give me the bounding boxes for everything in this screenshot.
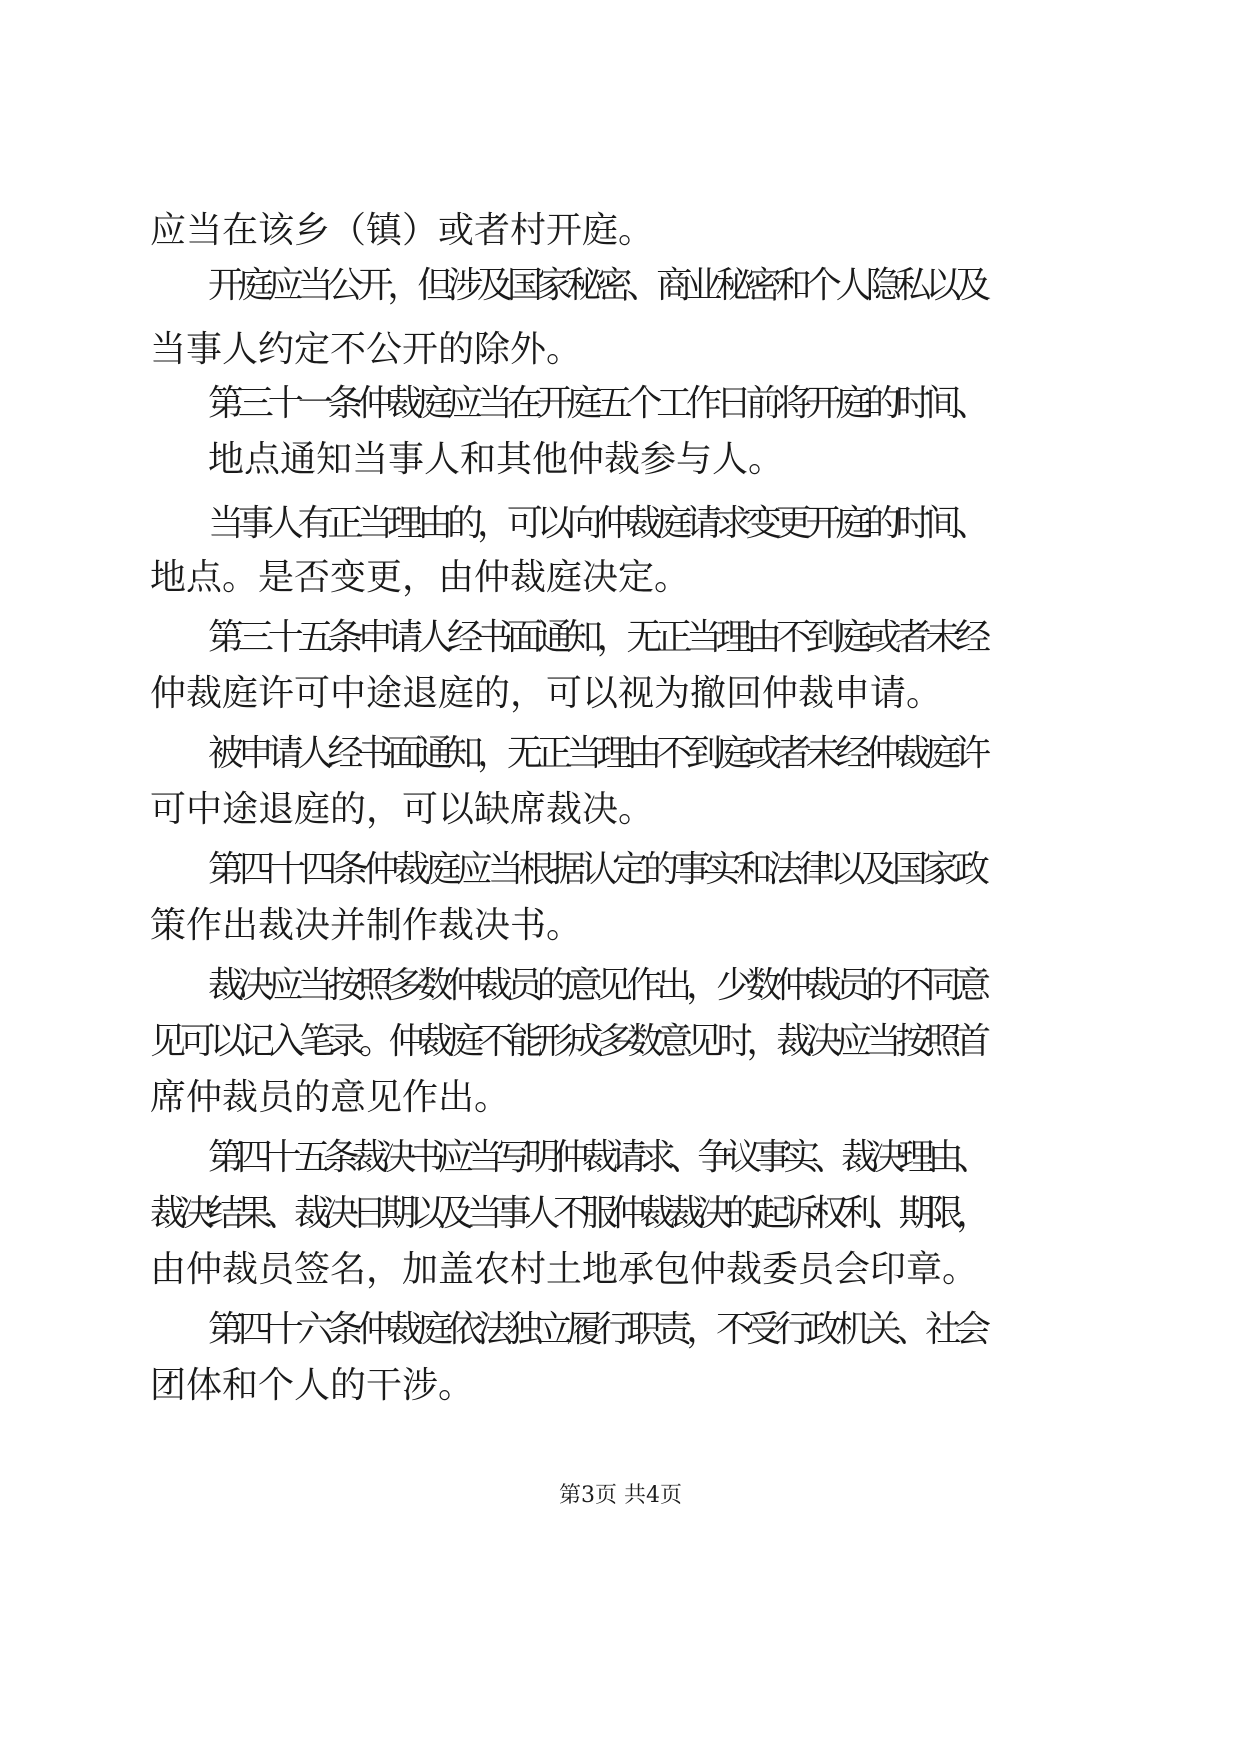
text-line: 开庭应当公开，但涉及国家秘密、商业秘密和个人隐私以及	[208, 265, 986, 306]
text-line: 裁决应当按照多数仲裁员的意见作出，少数仲裁员的不同意	[208, 965, 986, 1006]
text-line: 第四十四条仲裁庭应当根据认定的事实和法律以及国家政	[208, 849, 986, 890]
text-line: 第三十五条申请人经书面通知，无正当理由不到庭或者未经	[208, 617, 986, 658]
text-line: 地点。是否变更，由仲裁庭决定。	[150, 557, 691, 598]
text-line: 策作出裁决并制作裁决书。	[150, 905, 583, 946]
text-line: 可中途退庭的，可以缺席裁决。	[150, 789, 655, 830]
text-line: 团体和个人的干涉。	[150, 1365, 475, 1406]
text-line: 第四十五条裁决书应当写明仲裁请求、争议事实、裁决理由、	[208, 1137, 986, 1178]
text-line: 地点通知当事人和其他仲裁参与人。	[208, 439, 785, 480]
text-line: 裁决结果、裁决日期以及当事人不服仲裁裁决的起诉权利、期限，	[150, 1193, 986, 1234]
text-line: 应当在该乡（镇）或者村开庭。	[150, 210, 655, 251]
text-line: 当事人有正当理由的，可以向仲裁庭请求变更开庭的时间、	[208, 503, 986, 544]
page-footer: 第3页 共4页	[559, 1483, 682, 1508]
text-line: 当事人约定不公开的除外。	[150, 329, 583, 370]
text-line: 第三十一条仲裁庭应当在开庭五个工作日前将开庭的时间、	[208, 383, 986, 424]
text-line: 见可以记入笔录。仲裁庭不能形成多数意见时，裁决应当按照首	[150, 1021, 986, 1062]
text-line: 席仲裁员的意见作出。	[150, 1077, 511, 1118]
text-line: 被申请人经书面通知，无正当理由不到庭或者未经仲裁庭许	[208, 733, 986, 774]
text-line: 由仲裁员签名，加盖农村土地承包仲裁委员会印章。	[150, 1249, 979, 1290]
text-line: 第四十六条仲裁庭依法独立履行职责，不受行政机关、社会	[208, 1309, 986, 1350]
text-line: 仲裁庭许可中途退庭的，可以视为撤回仲裁申请。	[150, 673, 943, 714]
